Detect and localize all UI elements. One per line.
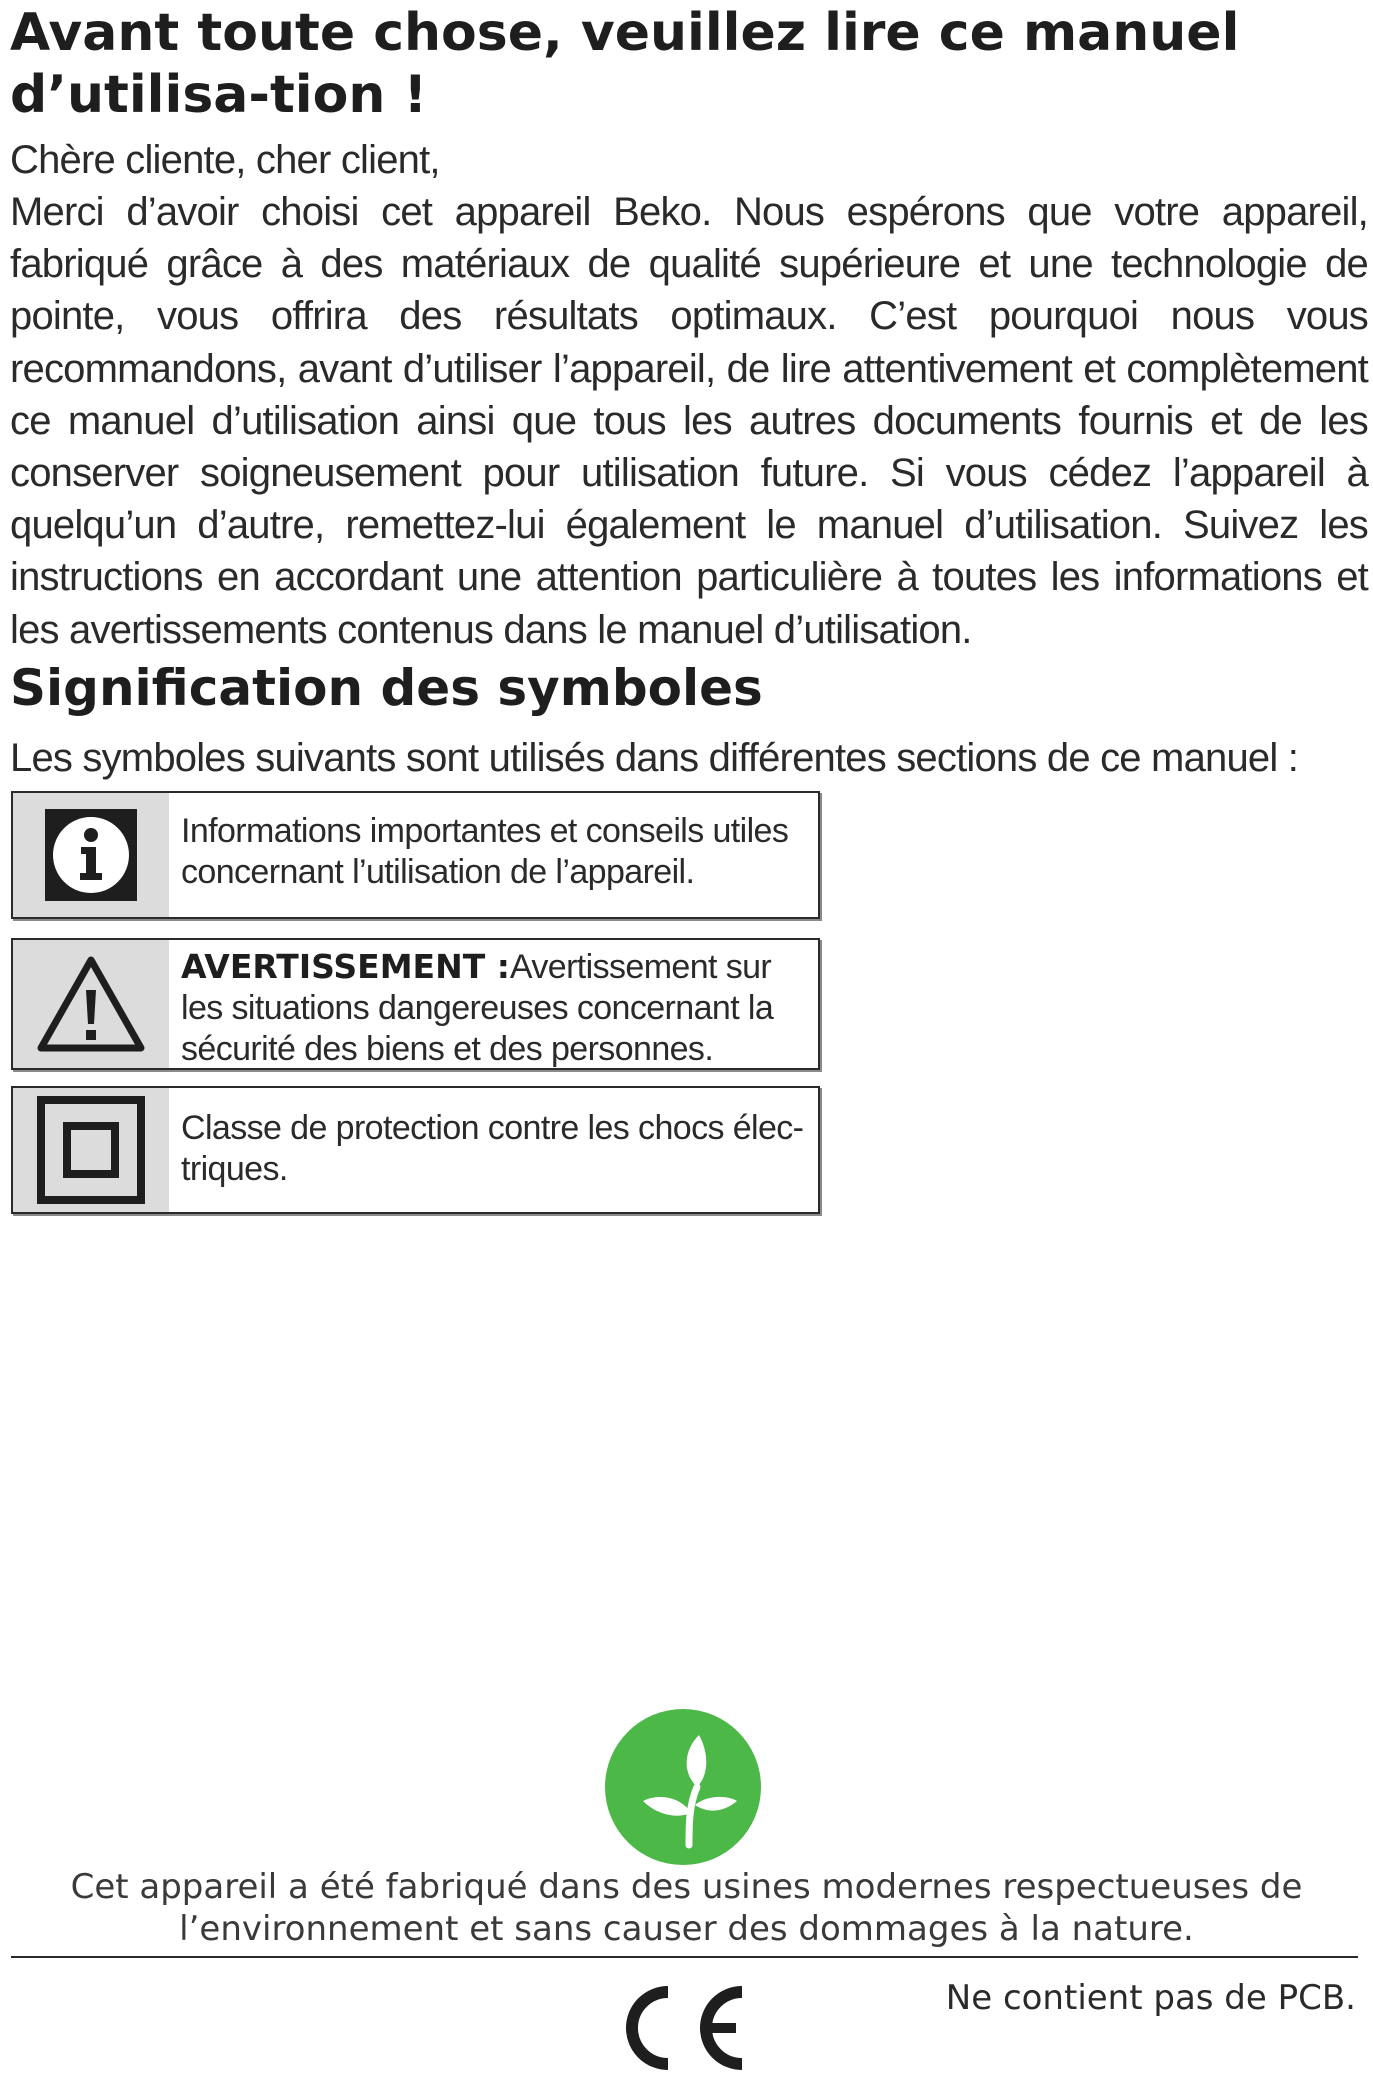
salutation: Chère cliente, cher client, bbox=[10, 138, 440, 182]
double-square-protection-icon bbox=[37, 1096, 145, 1204]
symbol-description: Informations importantes et conseils utiles concernant l’utilisation de l’appareil. bbox=[181, 812, 789, 891]
info-icon bbox=[45, 809, 137, 901]
symbol-icon-cell bbox=[13, 793, 169, 917]
ce-mark-icon bbox=[614, 1980, 754, 2076]
pcb-note: Ne contient pas de PCB. bbox=[945, 1978, 1356, 2018]
footer-divider bbox=[11, 1956, 1358, 1958]
symbol-description: Classe de protection contre les chocs élec-triques. bbox=[181, 1109, 804, 1188]
leaf-eco-icon bbox=[605, 1709, 761, 1865]
symbol-icon-cell bbox=[13, 1088, 169, 1212]
symbol-row-protection-class bbox=[11, 1086, 820, 1214]
symbol-description bbox=[169, 940, 818, 1068]
page-title: Avant toute chose, veuillez lire ce manuel d’utilisa-tion ! bbox=[10, 3, 1240, 125]
warning-text: Avertissement sur les situations dangereuses concernant la sécurité des biens et des personnes. bbox=[181, 948, 774, 1068]
section-title-symbols: Signification des symboles bbox=[10, 659, 763, 717]
warning-triangle-icon bbox=[35, 954, 147, 1054]
eco-statement: Cet appareil a été fabriqué dans des usines modernes respectueuses de l’environnement et sans causer des dommages à la nature. bbox=[70, 1867, 1303, 1949]
intro-paragraph: Merci d’avoir choisi cet appareil Beko. Nous espérons que votre appareil, fabriqué grâce à des matériaux de qualité supérieure et une technologie de pointe, vous offrira des résultats optimaux. C’est pourquoi nous vous recommandons, avant d’utiliser l’appareil, de lire attentivement et complètement ce manuel d’utilisation ainsi que tous les autres documents fournis et de les conserver soigneusement pour utilisation future. Si vous cédez l’appareil à quelqu’un d’autre, remettez-lui également le manuel d’utilisation. Suivez les instructions en accordant une attention particulière à toutes les informations et les avertissements contenus dans le manuel d’utilisation. bbox=[10, 190, 1368, 652]
warning-label: AVERTISSEMENT : bbox=[181, 947, 510, 986]
symbol-row-info bbox=[11, 791, 820, 919]
symbols-intro: Les symboles suivants sont utilisés dans différentes sections de ce manuel : bbox=[10, 736, 1299, 780]
symbol-row-warning bbox=[11, 938, 820, 1070]
symbol-icon-cell bbox=[13, 940, 169, 1068]
